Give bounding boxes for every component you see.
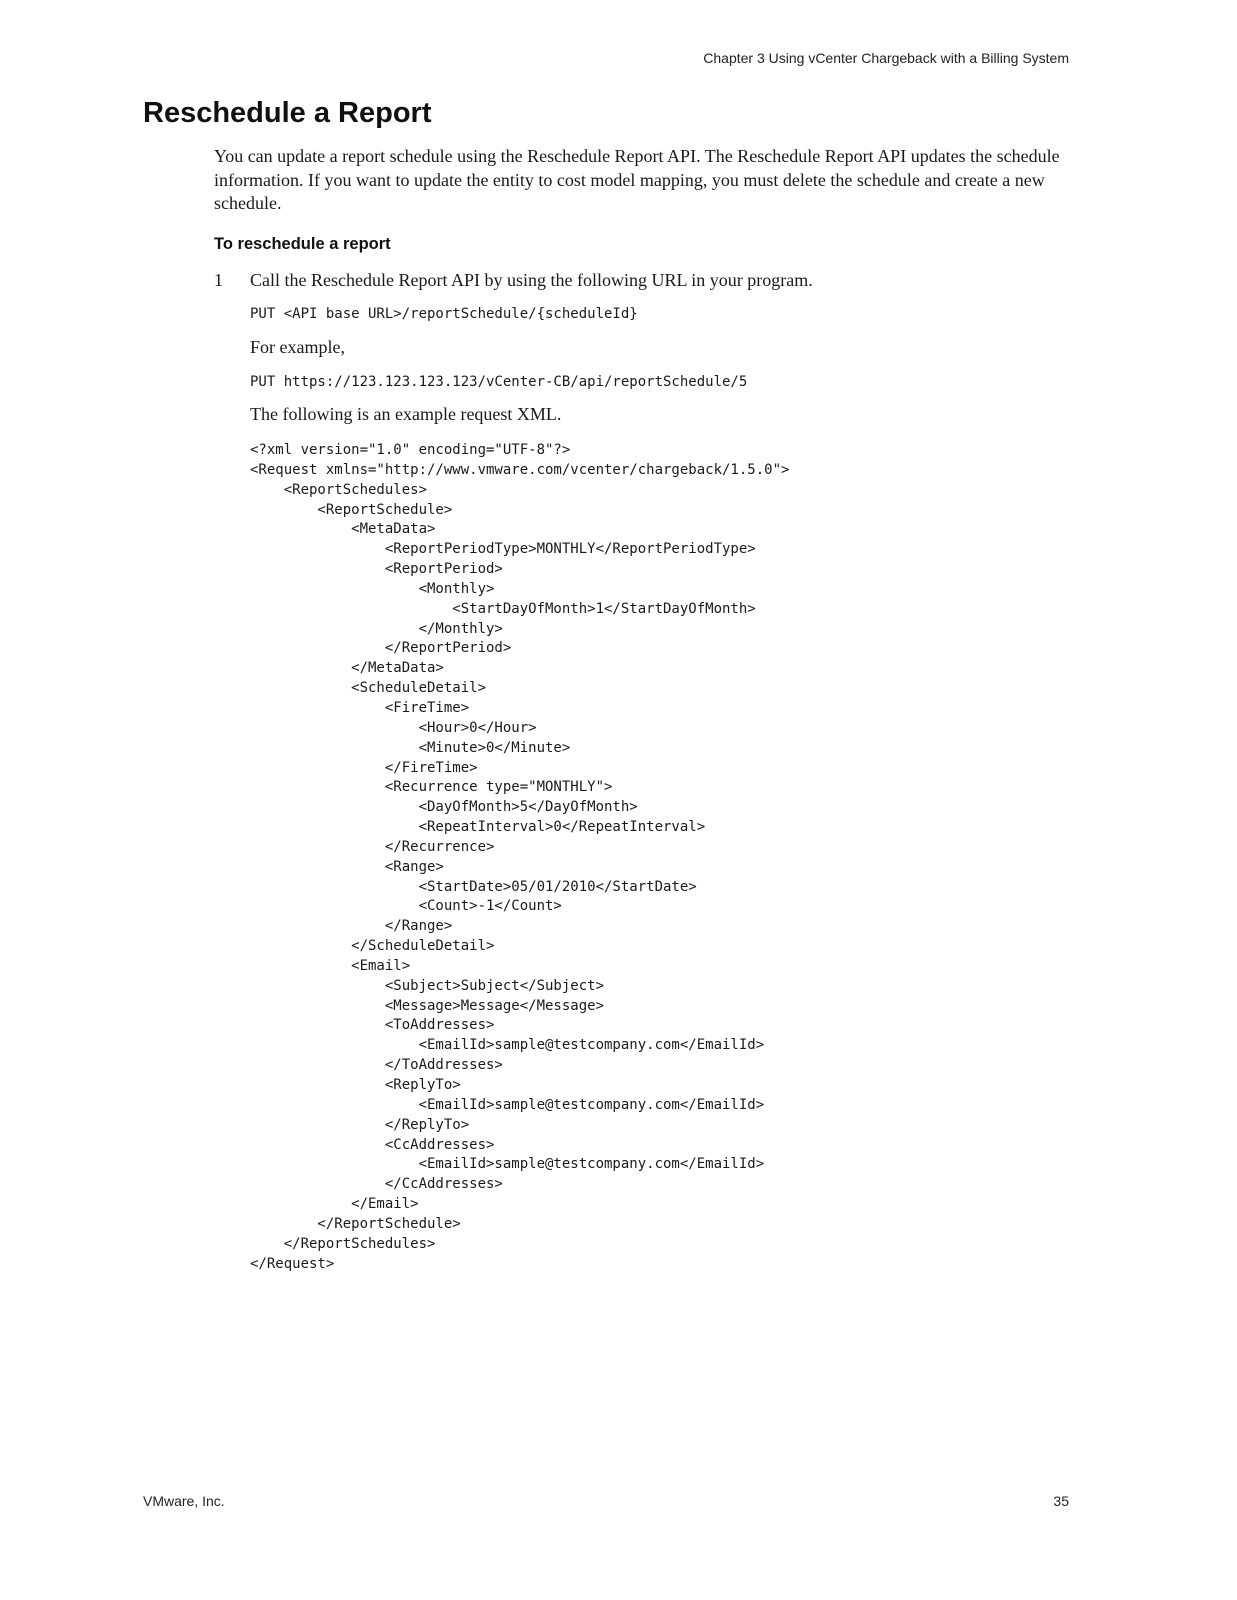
example-label: For example,: [250, 337, 345, 357]
xml-intro-label: The following is an example request XML.: [250, 404, 562, 424]
procedure-heading: To reschedule a report: [214, 235, 391, 253]
url-template-code: PUT <API base URL>/reportSchedule/{scheduleId}: [250, 306, 638, 322]
step-text: Call the Reschedule Report API by using the following URL in your program.: [250, 270, 813, 290]
page-number: 35: [1053, 1493, 1069, 1509]
section-title: Reschedule a Report: [143, 97, 432, 129]
step-number: 1: [214, 270, 223, 290]
example-url-code: PUT https://123.123.123.123/vCenter-CB/api/reportSchedule/5: [250, 374, 748, 390]
xml-code-block: <?xml version="1.0" encoding="UTF-8"?> <Request xmlns="http://www.vmware.com/vcenter/chargeback/1.5.0"> <ReportSchedules> <ReportSchedule> <MetaData> <ReportPeriodType>MONTHLY</ReportPeriodType> <ReportPeriod> <Monthly> <StartDayOfMonth>1</StartDayOfMonth> </Monthly> </ReportPeriod> </MetaData> <ScheduleDetail> <FireTime> <Hour>0</Hour> <Minute>0</Minute> </FireTime> <Recurrence type="MONTHLY"> <DayOfMonth>5</DayOfMonth> <RepeatInterval>0</RepeatInterval> </Recurrence> <Range> <StartDate>05/01/2010</StartDate> <Count>-1</Count> </Range> </ScheduleDetail> <Email> <Subject>Subject</Subject> <Message>Message</Message> <ToAddresses> <EmailId>sample@testcompany.com</EmailId> </ToAddresses> <ReplyTo> <EmailId>sample@testcompany.com</EmailId> </ReplyTo> <CcAddresses> <EmailId>sample@testcompany.com</EmailId> </CcAddresses> </Email> </ReportSchedule> </ReportSchedules> </Request>: [250, 442, 790, 1272]
footer-company: VMware, Inc.: [143, 1493, 225, 1509]
intro-paragraph: You can update a report schedule using the Reschedule Report API. The Reschedule Report API updates the schedule information. If you want to update the entity to cost model mapping, you must delete the schedule and create a new schedule.: [214, 146, 1060, 213]
running-header: Chapter 3 Using vCenter Chargeback with a Billing System: [703, 50, 1069, 66]
